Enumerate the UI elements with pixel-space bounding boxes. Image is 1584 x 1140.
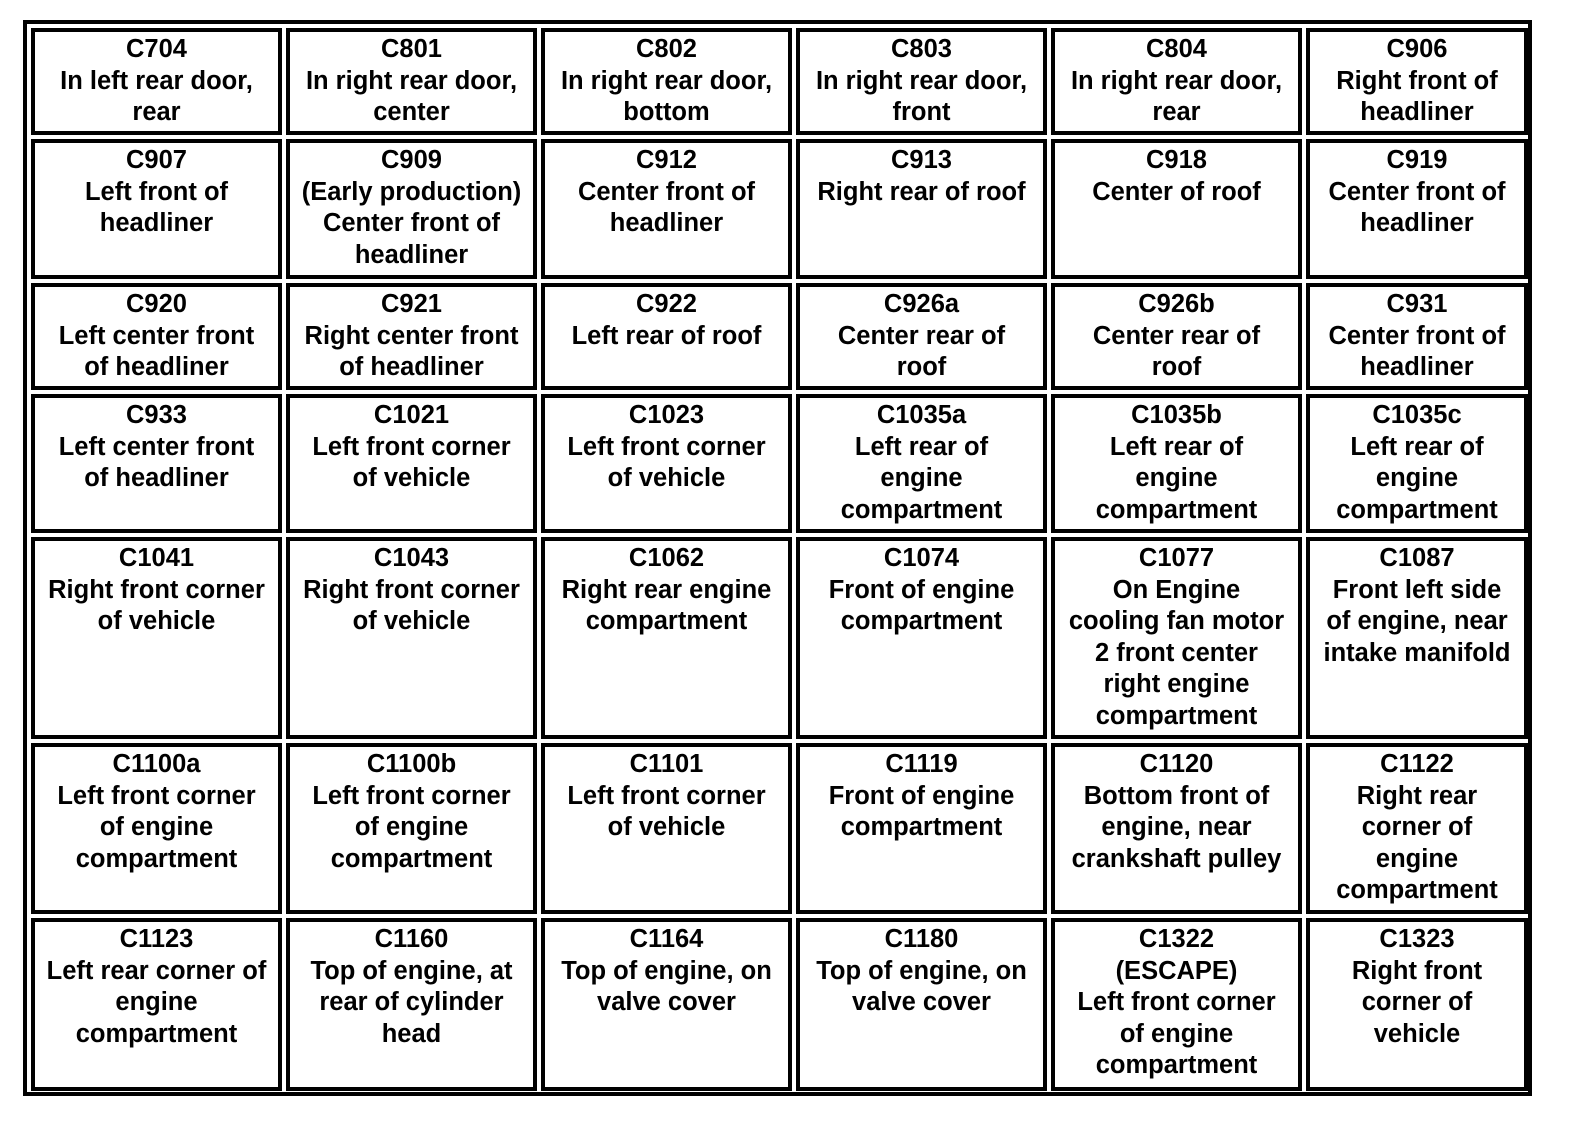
connector-cell: [796, 743, 1047, 914]
connector-location: In right rear door, front: [815, 66, 1028, 127]
connector-code: C1160: [374, 925, 449, 953]
connector-code: C926a: [883, 290, 960, 318]
connector-cell: [31, 283, 282, 390]
connector-cell: [1306, 743, 1528, 914]
connector-location: Left front of headliner: [84, 177, 229, 238]
connector-location: Left rear of engine compartment: [1336, 432, 1498, 524]
connector-cell: [31, 394, 282, 533]
connector-code: C801: [381, 35, 442, 63]
connector-cell: [1306, 28, 1528, 135]
connector-code: C1123: [119, 925, 194, 953]
connector-cell: [541, 28, 792, 135]
connector-code: C804: [1146, 35, 1207, 63]
connector-cell: [1306, 139, 1528, 279]
connector-location: Center of roof: [1092, 177, 1261, 206]
connector-cell: [541, 743, 792, 914]
connector-location: Right rear engine compartment: [561, 575, 772, 636]
connector-location: Right rear of roof: [817, 177, 1026, 206]
connector-code: C906: [1386, 35, 1448, 63]
connector-location: Center rear of roof: [837, 321, 1006, 382]
connector-cell: [286, 394, 537, 533]
connector-cell: [286, 28, 537, 135]
connector-cell: [1051, 743, 1302, 914]
connector-code: C803: [891, 35, 952, 63]
connector-code: C907: [126, 146, 187, 174]
connector-location: (Early production) Center front of headliner: [301, 177, 522, 269]
connector-cell: [796, 28, 1047, 135]
connector-location-table: [23, 20, 1532, 1096]
connector-code: C1074: [883, 544, 960, 572]
connector-location: Top of engine, at rear of cylinder head: [310, 956, 513, 1048]
connector-location: Right front corner of vehicle: [1351, 956, 1483, 1048]
connector-location: Left rear corner of engine compartment: [46, 956, 267, 1048]
connector-code: C1035a: [876, 401, 967, 429]
connector-location: Left center front of headliner: [58, 321, 255, 382]
connector-cell: [286, 743, 537, 914]
connector-location: On Engine cooling fan motor 2 front center right engine compartment: [1068, 575, 1285, 730]
connector-location: Right front corner of vehicle: [303, 575, 520, 636]
connector-cell: [1306, 394, 1528, 533]
connector-code: C931: [1386, 290, 1448, 318]
connector-cell: [541, 537, 792, 739]
connector-code: C1041: [118, 544, 195, 572]
connector-location: Bottom front of engine, near crankshaft pulley: [1071, 781, 1282, 873]
connector-location: (ESCAPE) Left front corner of engine compartment: [1077, 956, 1276, 1080]
connector-location: Center front of headliner: [1328, 177, 1506, 238]
connector-code: C1322: [1138, 925, 1215, 953]
connector-cell: [1306, 918, 1528, 1091]
connector-location: Front of engine compartment: [828, 781, 1015, 842]
connector-cell: [796, 283, 1047, 390]
connector-cell: [541, 283, 792, 390]
connector-code: C802: [636, 35, 697, 63]
connector-location: Center front of headliner: [577, 177, 756, 238]
connector-code: C920: [126, 290, 187, 318]
connector-cell: [286, 537, 537, 739]
connector-cell: [31, 918, 282, 1091]
connector-cell: [541, 139, 792, 279]
connector-cell: [796, 537, 1047, 739]
connector-location: Right front corner of vehicle: [48, 575, 265, 636]
connector-location: Right front of headliner: [1336, 66, 1498, 127]
connector-location: Top of engine, on valve cover: [816, 956, 1027, 1017]
connector-code: C919: [1386, 146, 1448, 174]
connector-cell: [1306, 283, 1528, 390]
connector-code: C933: [126, 401, 187, 429]
connector-location: Left front corner of engine compartment: [312, 781, 511, 873]
connector-location: In left rear door, rear: [60, 66, 253, 127]
connector-cell: [286, 918, 537, 1091]
connector-code: C1180: [884, 925, 959, 953]
connector-cell: [1051, 283, 1302, 390]
connector-cell: [1051, 139, 1302, 279]
connector-cell: [286, 139, 537, 279]
connector-code: C922: [636, 290, 697, 318]
connector-code: C704: [126, 35, 187, 63]
connector-code: C1021: [373, 401, 450, 429]
connector-code: C918: [1146, 146, 1207, 174]
connector-cell: [31, 28, 282, 135]
connector-cell: [1051, 537, 1302, 739]
connector-cell: [1051, 28, 1302, 135]
connector-location: Center rear of roof: [1092, 321, 1261, 382]
connector-cell: [541, 394, 792, 533]
connector-location: Left front corner of vehicle: [312, 432, 511, 493]
connector-cell: [796, 139, 1047, 279]
connector-location: In right rear door, center: [305, 66, 518, 127]
connector-cell: [31, 537, 282, 739]
connector-code: C1087: [1379, 544, 1455, 572]
connector-code: C1101: [629, 750, 704, 778]
connector-location: Center front of headliner: [1328, 321, 1506, 382]
connector-code: C913: [891, 146, 952, 174]
connector-location: Right center front of headliner: [304, 321, 519, 382]
connector-location: In right rear door, rear: [1070, 66, 1283, 127]
connector-location: Left front corner of engine compartment: [57, 781, 256, 873]
connector-location: Left front corner of vehicle: [567, 781, 766, 842]
connector-code: C1122: [1380, 750, 1454, 778]
connector-code: C1035b: [1131, 401, 1222, 429]
connector-code: C921: [381, 290, 442, 318]
connector-code: C1077: [1138, 544, 1215, 572]
connector-location: In right rear door, bottom: [560, 66, 773, 127]
connector-code: C1120: [1139, 750, 1214, 778]
connector-location: Left front corner of vehicle: [567, 432, 766, 493]
connector-cell: [31, 743, 282, 914]
connector-location: Right rear corner of engine compartment: [1336, 781, 1498, 905]
connector-cell: [796, 918, 1047, 1091]
connector-cell: [31, 139, 282, 279]
connector-code: C1035c: [1372, 401, 1462, 429]
connector-cell: [541, 918, 792, 1091]
connector-code: C1323: [1379, 925, 1455, 953]
connector-location: Left center front of headliner: [58, 432, 255, 493]
connector-location: Front left side of engine, near intake manifold: [1323, 575, 1511, 667]
connector-code: C1062: [628, 544, 705, 572]
connector-code: C1164: [629, 925, 704, 953]
connector-code: C1100a: [112, 750, 201, 778]
connector-code: C1100b: [366, 750, 457, 778]
connector-code: C1023: [628, 401, 705, 429]
connector-code: C926b: [1138, 290, 1215, 318]
connector-location: Front of engine compartment: [828, 575, 1015, 636]
connector-cell: [1051, 394, 1302, 533]
connector-code: C909: [381, 146, 442, 174]
connector-cell: [286, 283, 537, 390]
connector-cell: [796, 394, 1047, 533]
connector-location: Left rear of engine compartment: [840, 432, 1003, 524]
connector-location: Top of engine, on valve cover: [561, 956, 772, 1017]
connector-cell: [1051, 918, 1302, 1091]
connector-location: Left rear of roof: [571, 321, 762, 350]
connector-cell: [1306, 537, 1528, 739]
connector-code: C1119: [885, 750, 958, 778]
connector-code: C912: [636, 146, 697, 174]
connector-location: Left rear of engine compartment: [1095, 432, 1258, 524]
connector-code: C1043: [373, 544, 450, 572]
